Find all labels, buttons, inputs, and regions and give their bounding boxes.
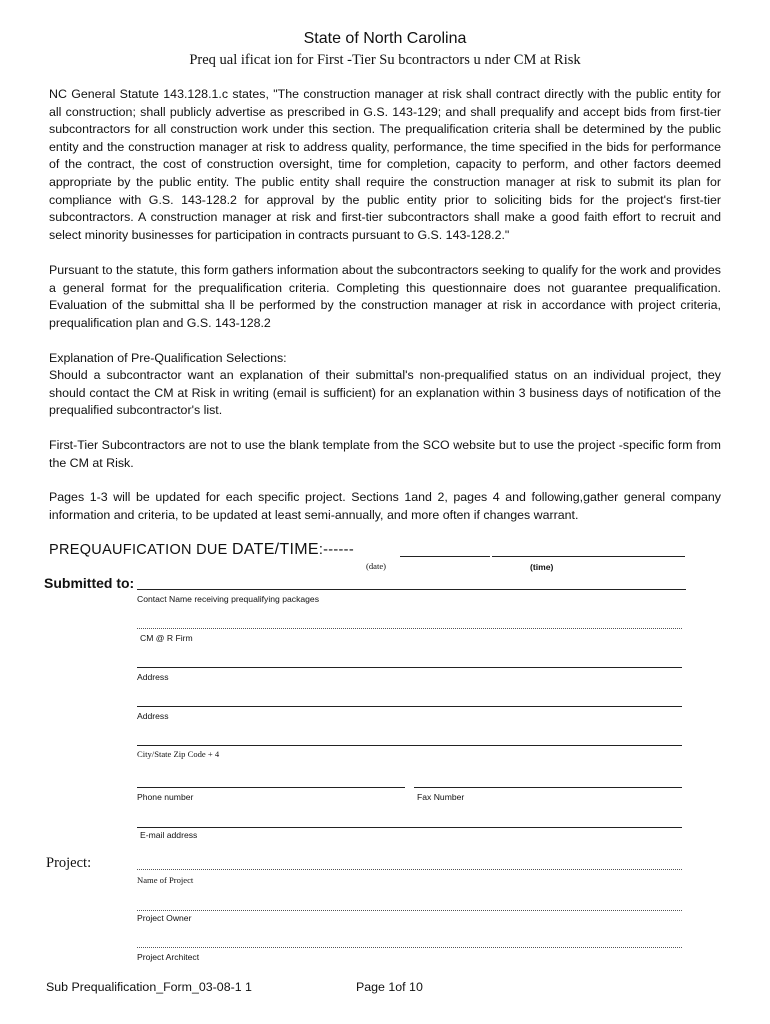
cm-firm-field[interactable] <box>137 628 682 629</box>
due-time-field[interactable] <box>492 556 685 557</box>
first-tier-paragraph: First-Tier Subcontractors are not to use the blank template from the SCO website but to use the project -specific form from the CM at Risk. <box>49 438 721 470</box>
due-label: PREQUAUFICATION DUE <box>49 542 228 558</box>
phone-label: Phone number <box>137 792 194 802</box>
footer-page-number: Page 1of 10 <box>356 980 423 994</box>
statute-paragraph: NC General Statute 143.128.1.c states, "The construction manager at risk shall contract directly with the public entity for all construction; shall publicly advertise as prescribed in G.S. 143-129; and shall prequalify and accept bids from first-tier subcontractors for all construction work under this section. The prequalification criteria shall be determined by the public entity and the construction manager at risk to address quality, performance, the time specified in the bids for performance of the contract, the cost of construction oversight, time for completion, capacity to perform, and other factors deemed appropriate by the public entity. The public entity shall require the construction manager at risk to submit its plan for compliance with G.S. 143-128.2 for approval by the public entity prior to soliciting bids for the project's first-tier subcontractors. A construction manager at risk and first-tier subcontractors shall make a good faith effort to recruit and select minority businesses for participation in contracts pursuant to G.S. 143-128.2." <box>49 87 721 242</box>
pages-paragraph: Pages 1-3 will be updated for each specific project. Sections 1and 2, pages 4 and following,gather general company information and criteria, to be updated at least semi-annually, and more often if changes warrant. <box>49 490 721 522</box>
pursuant-paragraph: Pursuant to the statute, this form gathers information about the subcontractors seeking to qualify for the work and provides a general format for the prequalification criteria. Completing this questionnaire does not guarantee prequalification. Evaluation of the submittal sha ll be performed by the construction manager at risk in accordance with project criteria, prequalification plan and G.S. 143-128.2 <box>49 263 721 330</box>
contact-name-field[interactable] <box>137 589 686 590</box>
explanation-heading: Explanation of Pre-Qualification Selections: <box>49 351 287 365</box>
date-caption: (date) <box>366 561 387 571</box>
project-name-field[interactable] <box>137 869 682 870</box>
contact-name-label: Contact Name receiving prequalifying packages <box>137 594 320 604</box>
phone-field[interactable] <box>137 787 405 788</box>
project-architect-label: Project Architect <box>137 952 200 962</box>
project-heading: Project: <box>46 855 92 871</box>
project-name-label: Name of Project <box>137 875 194 885</box>
project-architect-field[interactable] <box>137 947 682 948</box>
due-label-big: DATE/TIME <box>231 541 319 558</box>
city-state-zip-field[interactable] <box>137 745 682 746</box>
due-date-time-label <box>49 541 354 559</box>
time-caption: (time) <box>530 562 554 572</box>
fax-field[interactable] <box>414 787 682 788</box>
email-field[interactable] <box>137 827 682 828</box>
submitted-to-heading: Submitted to: <box>44 575 135 591</box>
city-state-zip-label: City/State Zip Code + 4 <box>137 749 220 759</box>
fax-label: Fax Number <box>417 792 465 802</box>
project-owner-label: Project Owner <box>137 913 192 923</box>
cm-firm-label: CM @ R Firm <box>140 633 193 643</box>
page-title: State of North Carolina <box>303 30 467 47</box>
address2-field[interactable] <box>137 706 682 707</box>
due-label-tail: :------ <box>318 542 354 558</box>
address1-field[interactable] <box>137 667 682 668</box>
address1-label: Address <box>137 672 169 682</box>
address2-label: Address <box>137 711 169 721</box>
email-label: E-mail address <box>140 830 198 840</box>
explanation-paragraph: Should a subcontractor want an explanation of their submittal's non-prequalified status on an individual project, they should contact the CM at Risk in writing (email is sufficient) for an explanation within 3 business days of notification of the prequalified subcontractor's list. <box>49 368 721 418</box>
due-date-field[interactable] <box>400 556 490 557</box>
project-owner-field[interactable] <box>137 910 682 911</box>
footer-form-id: Sub Prequalification_Form_03-08-1 1 <box>46 980 252 994</box>
page-subtitle: Preq ual ificat ion for First -Tier Su bcontractors u nder CM at Risk <box>189 52 581 68</box>
